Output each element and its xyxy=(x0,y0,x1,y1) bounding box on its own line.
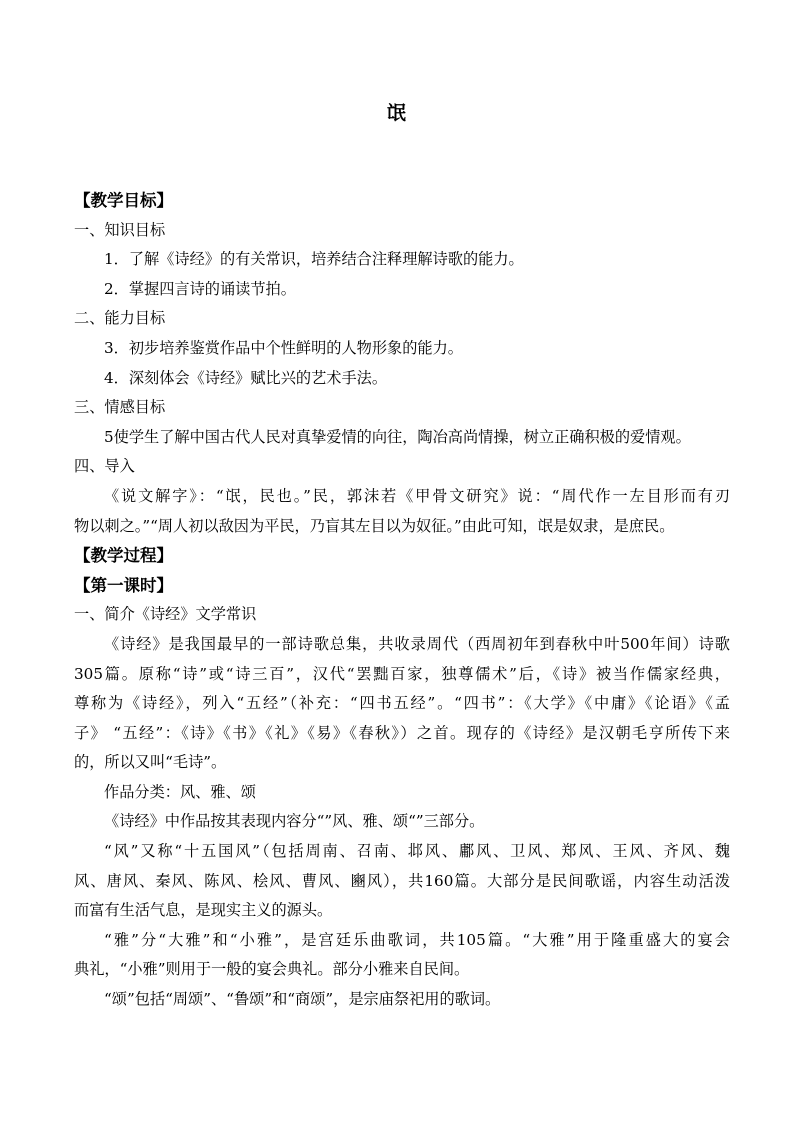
text-line: 《诗经》中作品按其表现内容分“”风、雅、颂“”三部分。 xyxy=(104,812,485,831)
text-line: 子》 “五经”：《诗》《书》《礼》《易》《春秋》）之首。现存的《诗经》是汉朝毛亨所传下来 xyxy=(74,723,730,742)
text-line: 四、导入 xyxy=(74,457,135,476)
text-line: 3．初步培养鉴赏作品中个性鲜明的人物形象的能力。 xyxy=(104,338,463,357)
text-line: 《说文解字》：“氓，民也。”民，郭沫若《甲骨文研究》说：“周代作一左目形而有刃 xyxy=(104,486,730,505)
text-line: 三、情感目标 xyxy=(74,398,166,417)
text-line: 一、简介《诗经》文学常识 xyxy=(74,605,257,624)
text-line: 风、唐风、秦风、陈风、桧风、曹风、豳风），共160篇。大部分是民间歌谣，内容生动活泼 xyxy=(74,871,730,890)
document-body xyxy=(74,186,730,1015)
text-line: 一、知识目标 xyxy=(74,220,166,239)
text-line: 二、能力目标 xyxy=(74,309,166,328)
text-line: 物以刺之。”“周人初以敌因为平民，乃盲其左目以为奴征。”由此可知，氓是奴隶，是庶民。 xyxy=(74,516,675,535)
text-line: 作品分类：风、雅、颂 xyxy=(104,782,256,801)
section-heading: 【教学目标】 xyxy=(74,191,173,210)
text-line: 尊称为《诗经》，列入“五经”（补充：“四书五经”。“四书”：《大学》《中庸》《论语》《孟 xyxy=(74,694,730,713)
section-heading: 【教学过程】 xyxy=(74,546,173,566)
text-line: “颂”包括“周颂”、“鲁颂”和“商颂”，是宗庙祭祀用的歌词。 xyxy=(104,990,501,1009)
text-line: 1．了解《诗经》的有关常识，培养结合注释理解诗歌的能力。 xyxy=(104,250,524,269)
section-heading: 【第一课时】 xyxy=(74,575,173,595)
text-line: 2．掌握四言诗的诵读节拍。 xyxy=(104,279,296,298)
text-line: 305篇。原称“诗”或“诗三百”，汉代“罢黜百家，独尊儒术”后，《诗》被当作儒家经典， xyxy=(74,664,730,683)
text-line: “雅”分“大雅”和“小雅”，是宫廷乐曲歌词，共105篇。“大雅”用于隆重盛大的宴会 xyxy=(104,930,730,949)
page-title: 氓 xyxy=(386,102,407,124)
text-line: 5使学生了解中国古代人民对真挚爱情的向往，陶冶高尚情操，树立正确积极的爱情观。 xyxy=(104,427,691,446)
text-line: “风”又称“十五国风”（包括周南、召南、邶风、鄘风、卫风、郑风、王风、齐风、魏 xyxy=(104,842,730,861)
text-line: 《诗经》是我国最早的一部诗歌总集，共收录周代（西周初年到春秋中叶500年间）诗歌 xyxy=(104,634,730,653)
text-line: 4．深刻体会《诗经》赋比兴的艺术手法。 xyxy=(104,368,388,387)
text-line: 而富有生活气息，是现实主义的源头。 xyxy=(74,901,333,920)
text-line: 典礼，“小雅”则用于一般的宴会典礼。部分小雅来自民间。 xyxy=(74,960,470,979)
text-line: 的，所以又叫“毛诗”。 xyxy=(74,753,227,772)
